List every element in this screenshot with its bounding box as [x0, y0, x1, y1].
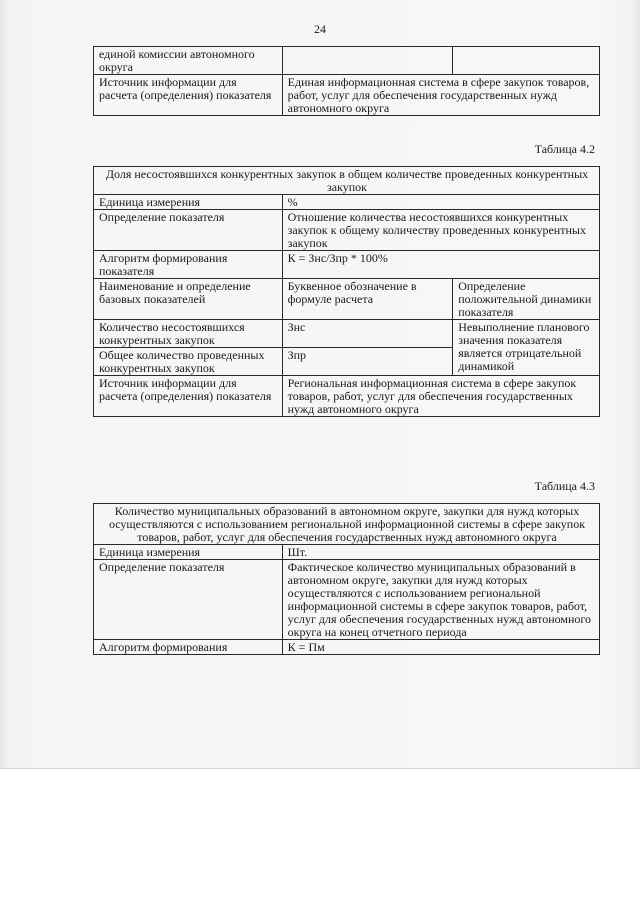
- table-cell: Источник информации для расчета (определения) показателя: [94, 75, 283, 116]
- table-row: [94, 195, 600, 210]
- page-number: 24: [314, 22, 326, 36]
- table-row: [94, 279, 600, 320]
- table-cell: единой комиссии автономного округа: [94, 47, 283, 75]
- table-cell: Наименование и определение базовых показателей: [94, 279, 283, 320]
- table-row: [94, 251, 600, 279]
- table-cell: Общее количество проведенных конкурентных закупок: [94, 348, 283, 376]
- table-title-row: [94, 504, 600, 545]
- table-row: [94, 75, 600, 116]
- table-cell: К = Пм: [282, 640, 599, 655]
- table-cell: Количество несостоявшихся конкурентных закупок: [94, 320, 283, 348]
- table-cell: Знс: [282, 320, 453, 348]
- table-cell: К = Знс/Зпр * 100%: [282, 251, 599, 279]
- table-cell: Источник информации для расчета (определения) показателя: [94, 376, 283, 417]
- table-row: [94, 560, 600, 640]
- table-cell: Фактическое количество муниципальных образований в автономном округе, закупки для нужд которых осуществляются с использованием региональной информационной системы в сфере закупок товаров, работ, услуг для обеспечения государственных нужд автономного округа на конец отчетного периода: [282, 560, 599, 640]
- table-cell: [282, 47, 453, 75]
- table-title: Количество муниципальных образований в автономном округе, закупки для нужд которых осуществляются с использованием региональной информационной системы в сфере закупок товаров, работ, услуг для обеспечения государственных нужд автономного округа: [94, 504, 600, 545]
- table-cell: Зпр: [282, 348, 453, 376]
- table-cell: Единая информационная система в сфере закупок товаров, работ, услуг для обеспечения государственных нужд автономного округа: [282, 75, 599, 116]
- table-cell: Буквенное обозначение в формуле расчета: [282, 279, 453, 320]
- table-cell: Определение показателя: [94, 560, 283, 640]
- table-row: [94, 376, 600, 417]
- table-title: Доля несостоявшихся конкурентных закупок в общем количестве проведенных конкурентных закупок: [94, 167, 600, 195]
- table-caption-4-3: Таблица 4.3: [534, 479, 595, 493]
- table-row: [94, 640, 600, 655]
- table-cell: %: [282, 195, 599, 210]
- table-cell: Шт.: [282, 545, 599, 560]
- table-4-2: [93, 166, 600, 417]
- table-title-row: [94, 167, 600, 195]
- table-cell: Невыполнение планового значения показателя является отрицательной динамикой: [453, 320, 600, 376]
- table-cell: Единица измерения: [94, 545, 283, 560]
- table-row: [94, 47, 600, 75]
- table-cell: Отношение количества несостоявшихся конкурентных закупок к общему количеству проведенных конкурентных закупок: [282, 210, 599, 251]
- table-row: [94, 210, 600, 251]
- table-caption-4-2: Таблица 4.2: [534, 142, 595, 156]
- table-continuation: [93, 46, 600, 116]
- table-cell: Алгоритм формирования: [94, 640, 283, 655]
- table-row: [94, 545, 600, 560]
- table-row: [94, 320, 600, 348]
- table-cell: Единица измерения: [94, 195, 283, 210]
- table-4-3: [93, 503, 600, 655]
- table-cell: Региональная информационная система в сфере закупок товаров, работ, услуг для обеспечения государственных нужд автономного округа: [282, 376, 599, 417]
- table-cell: Алгоритм формирования показателя: [94, 251, 283, 279]
- table-cell: Определение положительной динамики показателя: [453, 279, 600, 320]
- table-cell: [453, 47, 600, 75]
- table-cell: Определение показателя: [94, 210, 283, 251]
